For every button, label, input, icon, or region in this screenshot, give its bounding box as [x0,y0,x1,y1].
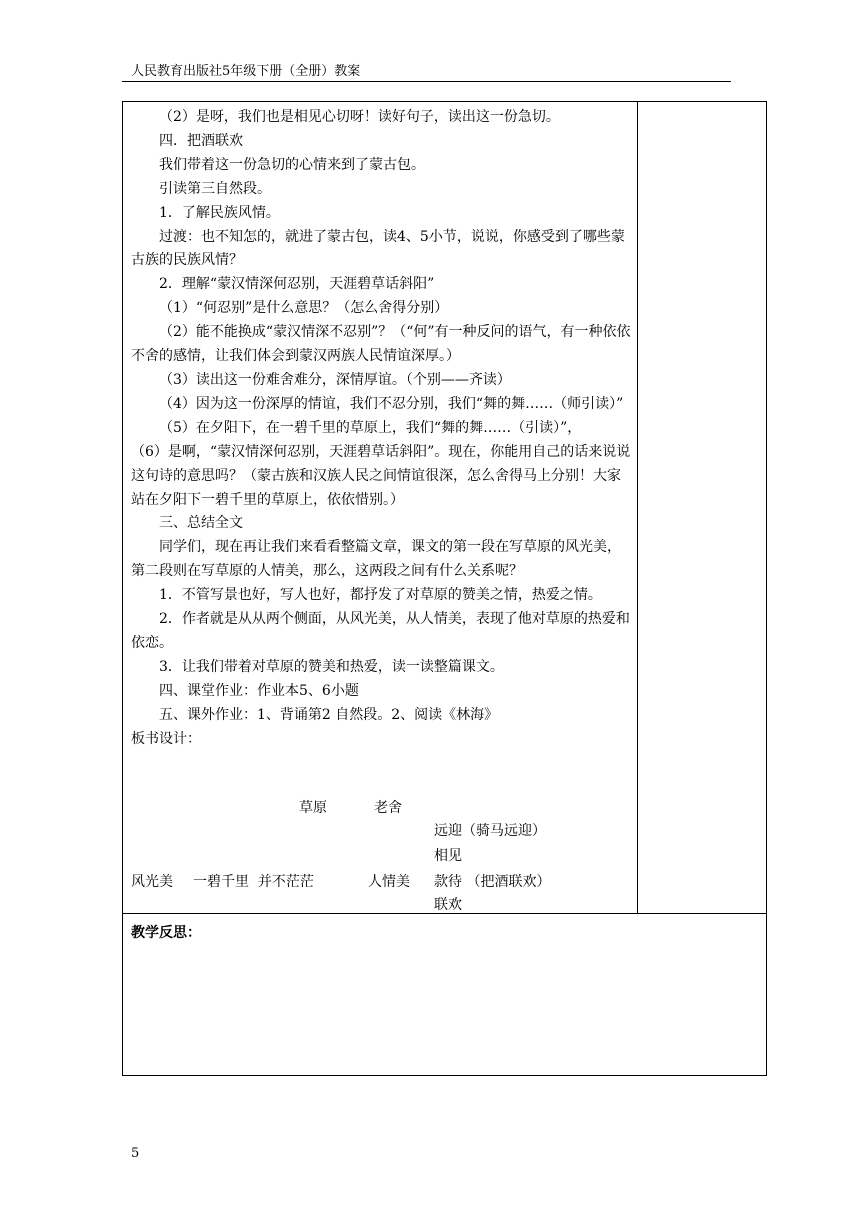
paragraph: 引读第三自然段。 [159,180,271,197]
board-item: 相见 [434,848,462,864]
page-header: 人民教育出版社5年级下册（全册）教案 [131,64,361,79]
board-middle-label: 人情美 [368,874,410,890]
paragraph: 2．作者就是从从两个侧面，从风光美，从人情美，表现了他对草原的热爱和依恋。 [131,611,630,651]
paragraph: 2．理解“蒙汉情深何忍别，天涯碧草话斜阳” [159,276,435,293]
board-item: 远迎（骑马远迎） [434,823,546,839]
paragraph: （4）因为这一份深厚的情谊，我们不忍分别，我们“舞的舞……（师引读）” [159,395,624,412]
paragraph: 四、课堂作业：作业本5、6小题 [159,682,359,699]
section-heading: 四．把酒联欢 [159,132,243,149]
paragraph: 我们带着这一份急切的心情来到了蒙古包。 [159,156,425,173]
paragraph: 1．了解民族风情。 [159,204,280,221]
board-left-phrases: 一碧千里 并不茫茫 [193,874,314,890]
header-rule [122,81,731,82]
paragraph: （5）在夕阳下，在一碧千里的草原上，我们“舞的舞……（引读）”， [159,419,582,436]
paragraph: 3．让我们带着对草原的赞美和热爱，读一读整篇课文。 [159,658,504,675]
paragraph: （2）能不能换成“蒙汉情深不忍别”？（“何”有一种反问的语气，有一种依依不舍的感情，让我们体会到蒙汉两族人民情谊深厚。） [131,324,631,365]
paragraph: 1．不管写景也好，写人也好，都抒发了对草原的赞美之情，热爱之情。 [159,587,602,604]
board-item: 款待 （把酒联欢） [434,874,551,890]
paragraph: 同学们，现在再让我们来看看整篇文章，课文的第一段在写草原的风光美，第二段则在写草原的人情美，那么，这两段之间有什么关系呢？ [131,539,621,580]
paragraph: 五、课外作业：1、背诵第2 自然段。2、阅读《林海》 [159,706,499,723]
page-number: 5 [131,1146,140,1161]
paragraph: （3）读出这一份难舍难分，深情厚谊。（个别——齐读） [159,371,511,388]
paragraph: （1）“何忍别”是什么意思？（怎么舍得分别） [159,300,449,317]
lesson-body [131,106,631,751]
paragraph: （2）是呀，我们也是相见心切呀！读好句子，读出这一份急切。 [159,109,560,125]
paragraph: 过渡：也不知怎的，就进了蒙古包，读4、5小节，说说，你感受到了哪些蒙古族的民族风情？ [131,228,625,269]
board-title: 草原 [299,800,327,816]
paragraph: （6）是啊，“蒙汉情深何忍别，天涯碧草话斜阳”。现在，你能用自己的话来说说这句诗的意思吗？（蒙古族和汉族人民之间情谊很深，怎么舍得马上分别！大家站在夕阳下一碧千里的草原上，依依惜别。） [131,443,631,508]
reflection-label: 教学反思： [131,925,201,941]
board-item: 联欢 [434,897,462,913]
table-column-divider [637,101,638,914]
board-author: 老舍 [374,800,402,816]
section-heading: 三、总结全文 [159,515,243,532]
board-left-label: 风光美 [131,874,173,890]
board-design-heading: 板书设计： [131,730,201,747]
